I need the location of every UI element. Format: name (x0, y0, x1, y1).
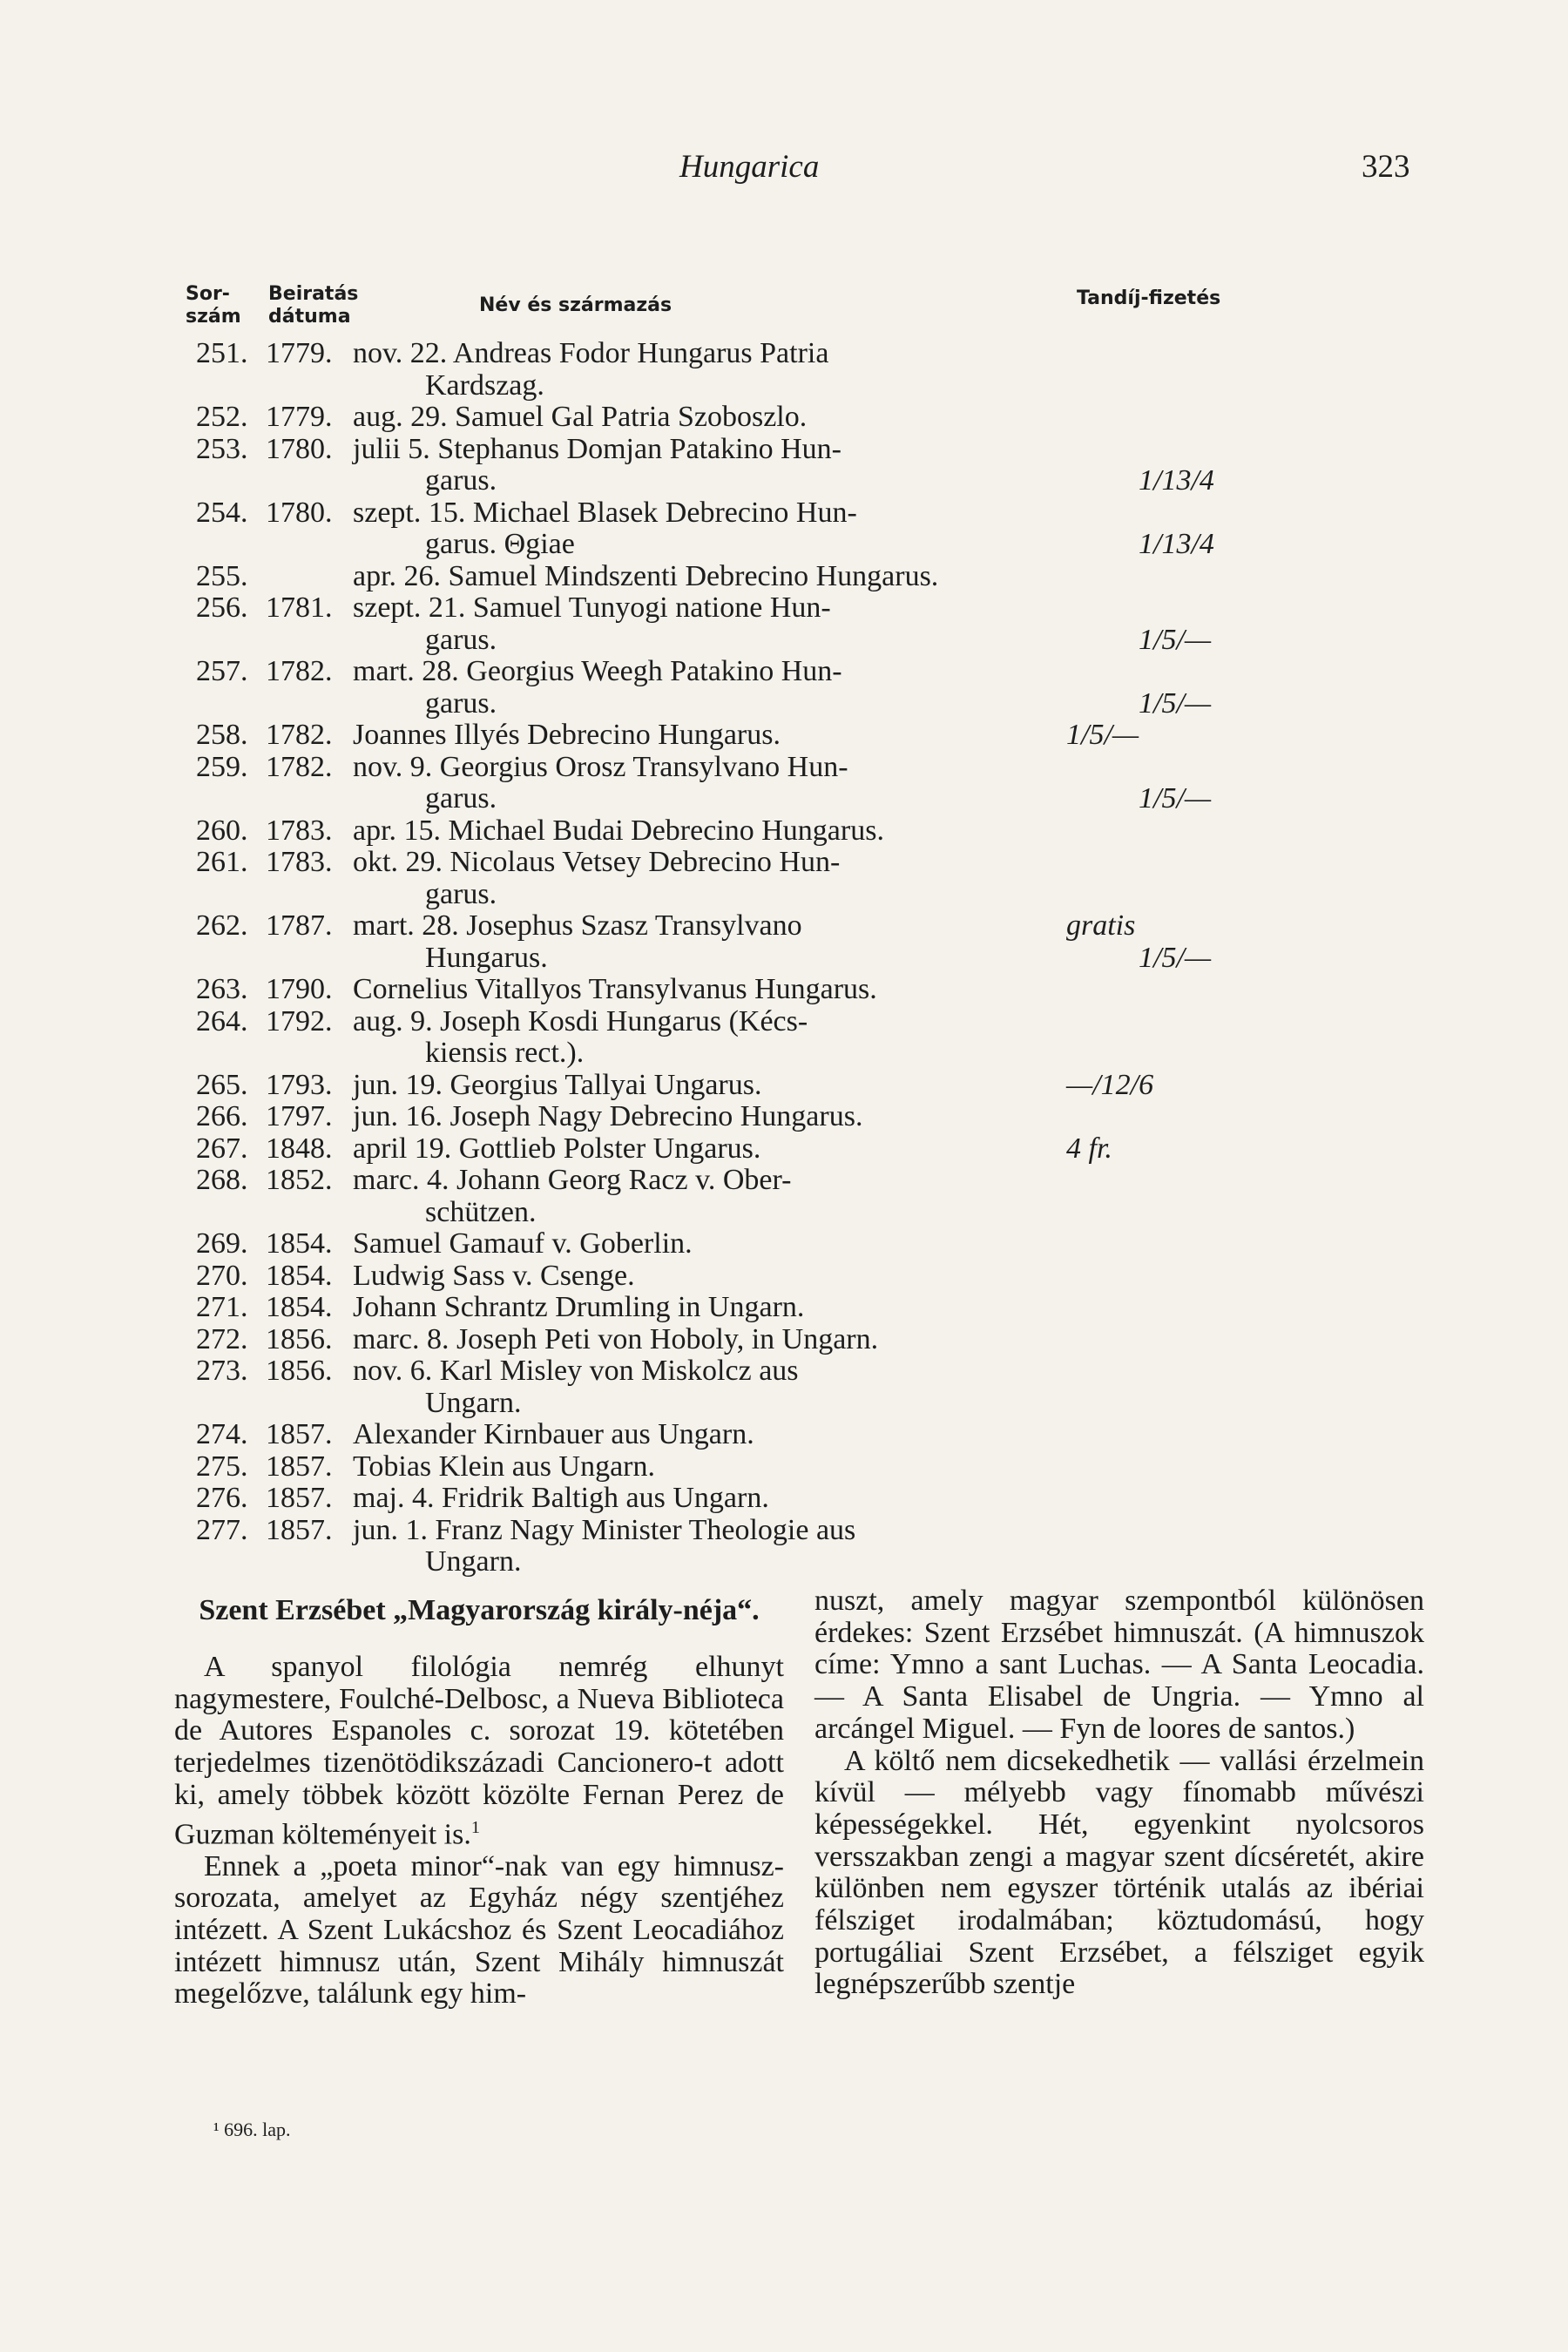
entry-year: 1856. (266, 1355, 333, 1387)
entry-year (266, 465, 353, 497)
entry-year: 1779. (266, 337, 333, 369)
entry-number: 263. (196, 973, 248, 1005)
entry-number: 267. (196, 1132, 248, 1165)
running-title: Hungarica (679, 149, 820, 185)
table-row-continuation (174, 783, 1411, 815)
table-row (174, 434, 1411, 466)
entry-year: 1856. (266, 1322, 333, 1355)
table-row (174, 1419, 1411, 1451)
entry-fee (1126, 1037, 1313, 1070)
table-row (174, 402, 1411, 434)
entry-number: 277. (196, 1513, 248, 1546)
entry-text: szept. 15. Michael Blasek Debrecino Hun- (353, 496, 857, 529)
entry-number: 266. (196, 1100, 248, 1132)
table-row (174, 561, 1411, 593)
entry-year: 1780. (266, 432, 333, 465)
entry-number: 252. (196, 401, 248, 433)
table-row (174, 1165, 1411, 1197)
entry-year: 1857. (266, 1513, 333, 1546)
entry-number: 255. (196, 559, 248, 592)
entry-text: Ungarn. (425, 1386, 522, 1419)
entry-fee (1054, 338, 1240, 370)
entry-year (266, 1388, 353, 1420)
entry-text: Tobias Klein aus Ungarn. (353, 1450, 655, 1483)
table-row (174, 1355, 1411, 1388)
entry-number: 271. (196, 1291, 248, 1323)
entry-fee (1054, 752, 1240, 784)
entry-text: garus. (425, 686, 497, 720)
entry-number (174, 1388, 266, 1420)
entry-year (266, 688, 353, 720)
entry-fee (1054, 847, 1240, 879)
entry-year: 1792. (266, 1004, 333, 1037)
entry-fee (1126, 1197, 1313, 1229)
entry-fee (1054, 1451, 1240, 1484)
table-row (174, 1006, 1411, 1038)
entry-number: 254. (196, 496, 248, 529)
entry-year (266, 529, 353, 561)
entry-year (266, 879, 353, 911)
entry-text: mart. 28. Josephus Szasz Transylvano (353, 909, 802, 942)
entry-year: 1779. (266, 401, 333, 433)
entry-text: garus. (425, 877, 497, 910)
entry-year: 1857. (266, 1482, 333, 1514)
entry-year (266, 1037, 353, 1070)
entry-fee: gratis (1066, 909, 1136, 942)
table-row (174, 910, 1411, 943)
entry-number: 264. (196, 1004, 248, 1037)
entry-text: april 19. Gottlieb Polster Ungarus. (353, 1132, 761, 1165)
entry-fee (1054, 656, 1240, 688)
table-row (174, 1292, 1411, 1324)
entry-year: 1790. (266, 973, 333, 1005)
entry-fee: 1/13/4 (1139, 464, 1214, 497)
entry-number: 274. (196, 1418, 248, 1450)
entry-year (266, 943, 353, 975)
entry-number (174, 1197, 266, 1229)
entry-number (174, 688, 266, 720)
entry-number: 265. (196, 1068, 248, 1101)
entry-year: 1780. (266, 496, 333, 529)
entry-text: jun. 19. Georgius Tallyai Ungarus. (353, 1068, 762, 1101)
entry-fee (1126, 370, 1313, 402)
entry-text: julii 5. Stephanus Domjan Patakino Hun- (353, 432, 841, 465)
entry-fee (1126, 1388, 1313, 1420)
table-row-continuation (174, 1546, 1411, 1578)
entry-number (174, 943, 266, 975)
entry-fee (1054, 1515, 1240, 1547)
entry-text: Kardszag. (425, 368, 544, 402)
table-row (174, 1451, 1411, 1484)
entry-year (266, 1197, 353, 1229)
entry-fee (1126, 879, 1313, 911)
entry-year: 1782. (266, 750, 333, 783)
entry-number: 258. (196, 719, 248, 751)
entry-year: 1852. (266, 1164, 333, 1196)
entry-number (174, 879, 266, 911)
entry-fee (1054, 974, 1240, 1006)
entry-fee (1054, 434, 1240, 466)
entry-number: 251. (196, 337, 248, 369)
entry-year (266, 783, 353, 815)
entry-year: 1857. (266, 1418, 333, 1450)
entry-fee (1054, 1006, 1240, 1038)
entry-text: Alexander Kirnbauer aus Ungarn. (353, 1418, 754, 1450)
table-row (174, 1515, 1411, 1547)
entry-number: 261. (196, 846, 248, 878)
entry-fee (1054, 497, 1240, 530)
entry-number (174, 783, 266, 815)
table-row (174, 656, 1411, 688)
entry-number: 275. (196, 1450, 248, 1483)
entry-year: 1783. (266, 814, 333, 847)
entry-number: 270. (196, 1259, 248, 1292)
entry-text: Ungarn. (425, 1545, 522, 1578)
entry-text: Johann Schrantz Drumling in Ungarn. (353, 1291, 805, 1323)
entry-text: Ludwig Sass v. Csenge. (353, 1259, 635, 1292)
entry-fee (1054, 1165, 1240, 1197)
entry-fee (1054, 1355, 1240, 1388)
table-row-continuation (174, 879, 1411, 911)
register-table (174, 338, 1411, 1578)
entry-year: 1781. (266, 591, 333, 624)
table-row (174, 1228, 1411, 1260)
table-row (174, 720, 1411, 752)
entry-text: marc. 8. Joseph Peti von Hoboly, in Ungarn. (353, 1322, 879, 1355)
entry-number: 268. (196, 1164, 248, 1196)
entry-text: szept. 21. Samuel Tunyogi natione Hun- (353, 591, 831, 624)
table-row (174, 1101, 1411, 1133)
table-row (174, 847, 1411, 879)
article-paragraph: A spanyol filológia nemrég elhunyt nagymestere, Foulché-Delbosc, a Nueva Biblioteca de Autores Espanoles c. sorozat 19. kötetében terjedelmes tizenötödikszázadi Cancionero-t adott ki, amely többek között közölte Fernan Perez de Guzman költeményeit is.$^1$ (174, 1651, 784, 1850)
entry-text: Hungarus. (425, 941, 548, 974)
entry-text: Cornelius Vitallyos Transylvanus Hungarus. (353, 973, 877, 1005)
entry-year: 1854. (266, 1291, 333, 1323)
entry-fee (1126, 1546, 1313, 1578)
entry-number: 272. (196, 1322, 248, 1355)
table-row-continuation (174, 625, 1411, 657)
entry-fee (1054, 402, 1240, 434)
entry-text: nov. 9. Georgius Orosz Transylvano Hun- (353, 750, 848, 783)
entry-fee: 1/5/— (1139, 941, 1212, 974)
entry-text: nov. 6. Karl Misley von Miskolcz aus (353, 1355, 799, 1387)
entry-text: garus. Θgiae (425, 528, 575, 560)
entry-text: garus. (425, 464, 497, 497)
entry-fee: 4 fr. (1066, 1132, 1112, 1165)
table-row-continuation (174, 688, 1411, 720)
entry-fee (1054, 561, 1240, 593)
entry-text: marc. 4. Johann Georg Racz v. Ober- (353, 1164, 792, 1196)
entry-fee (1054, 815, 1240, 848)
entry-number: 276. (196, 1482, 248, 1514)
footnote: ¹ 696. lap. (213, 2119, 291, 2140)
entry-year: 1783. (266, 846, 333, 878)
entry-number (174, 465, 266, 497)
entry-text: Joannes Illyés Debrecino Hungarus. (353, 719, 781, 751)
entry-fee (1054, 1292, 1240, 1324)
table-row (174, 1483, 1411, 1515)
entry-text: Samuel Gamauf v. Goberlin. (353, 1227, 693, 1260)
table-row (174, 1070, 1411, 1102)
page-number: 323 (1362, 149, 1410, 185)
entry-year: 1782. (266, 719, 333, 751)
entry-number: 273. (196, 1355, 248, 1387)
entry-year: 1857. (266, 1450, 333, 1483)
table-row (174, 1133, 1411, 1166)
table-row-continuation (174, 529, 1411, 561)
entry-year: 1787. (266, 909, 333, 942)
table-row-continuation (174, 1388, 1411, 1420)
entry-number (174, 370, 266, 402)
entry-number: 260. (196, 814, 248, 847)
entry-year (266, 1546, 353, 1578)
article-paragraph: A költő nem dicsekedhetik — vallási érzelmein kívül — mélyebb vagy fínomabb művészi képességekkel. Hét, egyenkint nyolcsoros versszakban zengi a magyar szent dícséretét, akire különben nem egyszer történik utalás az ibériai félsziget irodalmában; köztudomású, hogy portugáliai Szent Erzsébet, a félsziget egyik legnépszerűbb szentje (814, 1744, 1424, 2001)
table-row (174, 815, 1411, 848)
entry-year: 1848. (266, 1132, 333, 1165)
table-row-continuation (174, 465, 1411, 497)
entry-number: 262. (196, 909, 248, 942)
entry-fee (1054, 592, 1240, 625)
entry-year (266, 561, 353, 593)
entry-number (174, 529, 266, 561)
entry-text: jun. 1. Franz Nagy Minister Theologie aus (353, 1513, 856, 1546)
entry-text: kiensis rect.). (425, 1037, 585, 1069)
article-left-column (174, 1585, 784, 2011)
table-row (174, 974, 1411, 1006)
table-row (174, 497, 1411, 530)
entry-number: 253. (196, 432, 248, 465)
table-row (174, 752, 1411, 784)
entry-year: 1854. (266, 1259, 333, 1292)
entry-fee: 1/5/— (1139, 686, 1212, 720)
entry-text: jun. 16. Joseph Nagy Debrecino Hungarus. (353, 1100, 863, 1132)
entry-text: maj. 4. Fridrik Baltigh aus Ungarn. (353, 1482, 769, 1514)
entry-text: garus. (425, 782, 497, 814)
entry-number (174, 1037, 266, 1070)
entry-number: 256. (196, 591, 248, 624)
entry-text: aug. 29. Samuel Gal Patria Szoboszlo. (353, 401, 808, 433)
entry-fee (1054, 1483, 1240, 1515)
entry-number: 259. (196, 750, 248, 783)
table-row (174, 592, 1411, 625)
entry-text: apr. 15. Michael Budai Debrecino Hungarus. (353, 814, 884, 847)
entry-fee: —/12/6 (1066, 1068, 1154, 1101)
column-header-sor: Sor- szám (186, 283, 241, 328)
entry-year: 1782. (266, 655, 333, 687)
article-paragraph: nuszt, amely magyar szempontból különösen érdekes: Szent Erzsébet himnuszát. (A himnuszok címe: Ymno a sant Luchas. — A Santa Leocadia. — A Santa Elisabel de Ungria. — Ymno al arcángel Miguel. — Fyn de loores de santos.) (814, 1585, 1424, 1745)
article-paragraph: Ennek a „poeta minor“-nak van egy himnusz-sorozata, amelyet az Egyház négy szentjéhez intézett. A Szent Lukácshoz és Szent Leocadiához intézett himnusz után, Szent Mihály himnuszát megelőzve, találunk egy him- (174, 1849, 784, 2011)
entry-text: schützen. (425, 1195, 537, 1228)
table-row-continuation (174, 1037, 1411, 1070)
entry-year: 1854. (266, 1227, 333, 1260)
entry-year (266, 625, 353, 657)
entry-year: 1797. (266, 1100, 333, 1132)
column-header-tandij: Tandíj-fizetés (1077, 287, 1221, 309)
entry-text: apr. 26. Samuel Mindszenti Debrecino Hungarus. (353, 559, 939, 592)
entry-text: aug. 9. Joseph Kosdi Hungarus (Kécs- (353, 1004, 808, 1037)
footnote-marker: 1 (470, 1817, 481, 1837)
article-heading: Szent Erzsébet „Magyarország király-néja“. (199, 1594, 760, 1626)
entry-text: garus. (425, 623, 497, 656)
entry-fee (1054, 1101, 1240, 1133)
entry-fee (1054, 1419, 1240, 1451)
entry-fee: 1/5/— (1139, 623, 1212, 656)
entry-number: 257. (196, 655, 248, 687)
entry-number (174, 1546, 266, 1578)
entry-fee (1054, 1324, 1240, 1356)
table-row-continuation (174, 943, 1411, 975)
table-row-continuation (174, 1197, 1411, 1229)
entry-number: 269. (196, 1227, 248, 1260)
entry-fee (1054, 1260, 1240, 1293)
entry-fee (1054, 1228, 1240, 1260)
table-row (174, 1324, 1411, 1356)
column-header-datum: Beiratás dátuma (268, 283, 359, 328)
entry-year (266, 370, 353, 402)
entry-text: okt. 29. Nicolaus Vetsey Debrecino Hun- (353, 846, 841, 878)
entry-fee: 1/5/— (1139, 782, 1212, 814)
entry-fee: 1/13/4 (1139, 528, 1214, 560)
table-row (174, 1260, 1411, 1293)
column-header-nev: Név és származás (479, 294, 672, 316)
table-row (174, 338, 1411, 370)
table-row-continuation (174, 370, 1411, 402)
article-right-column (814, 1585, 1424, 2001)
entry-fee: 1/5/— (1066, 719, 1139, 751)
entry-text: nov. 22. Andreas Fodor Hungarus Patria (353, 337, 829, 369)
entry-year: 1793. (266, 1068, 333, 1101)
entry-text: mart. 28. Georgius Weegh Patakino Hun- (353, 655, 842, 687)
entry-number (174, 625, 266, 657)
